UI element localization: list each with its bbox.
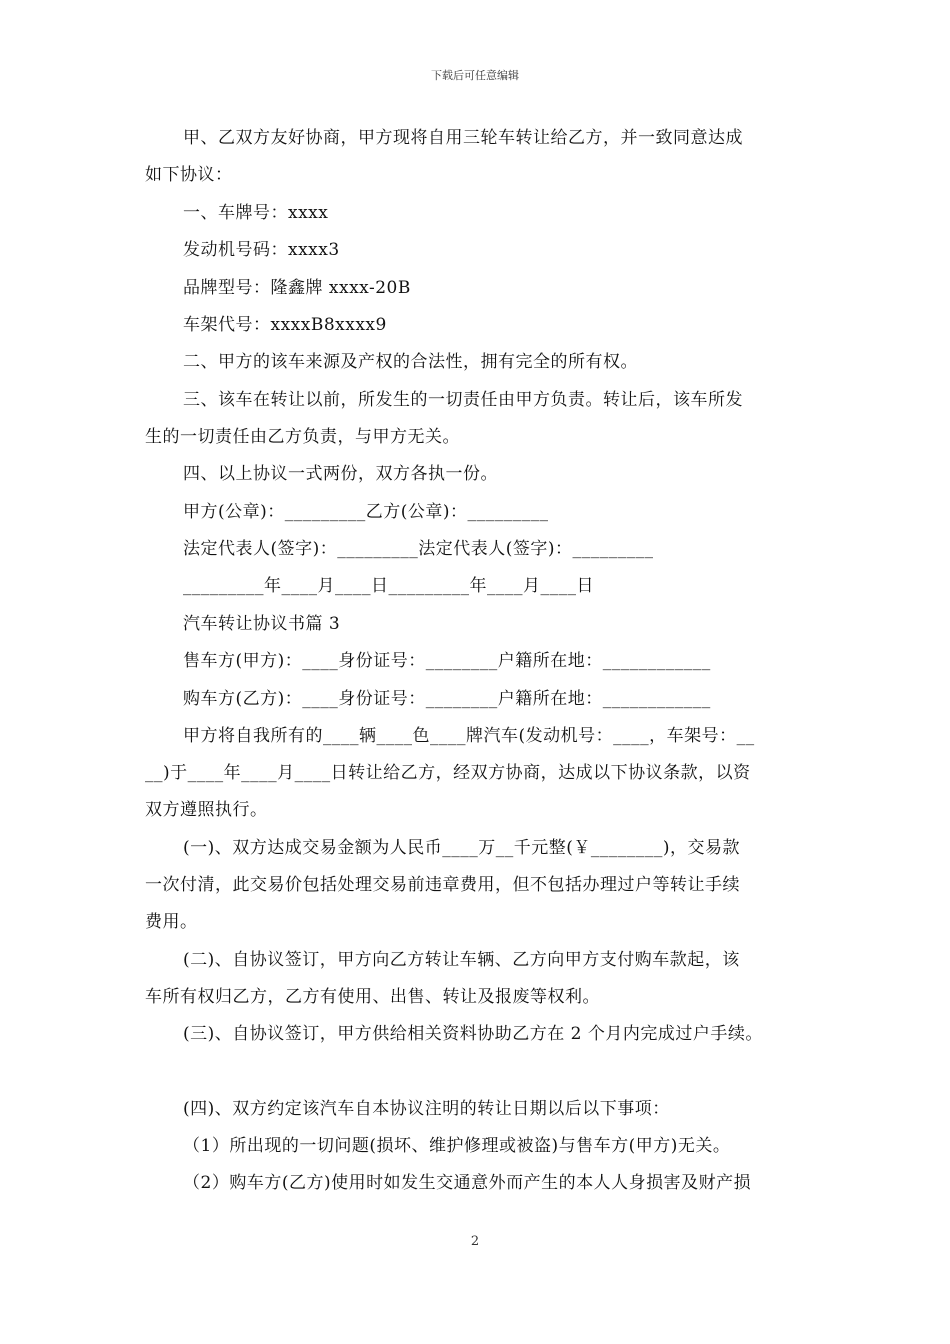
paragraph-line: 品牌型号：隆鑫牌 xxxx-20B — [183, 278, 411, 298]
signature-line: 法定代表人(签字)：_________法定代表人(签字)：_________ — [183, 539, 654, 559]
paragraph-line: 四、以上协议一式两份，双方各执一份。 — [183, 464, 498, 484]
signature-line: 甲方(公章)：_________乙方(公章)：_________ — [183, 502, 549, 522]
paragraph-line: 费用。 — [145, 912, 198, 932]
paragraph-line: 如下协议： — [145, 165, 233, 185]
page-number: 2 — [470, 1234, 480, 1249]
paragraph-line: 售车方(甲方)：____身份证号：________户籍所在地：____________ — [183, 651, 711, 671]
section-title: 汽车转让协议书篇 3 — [183, 614, 341, 634]
paragraph-line: 一次付清，此交易价包括处理交易前违章费用，但不包括办理过户等转让手续 — [145, 875, 740, 895]
paragraph-line: (四)、双方约定该汽车自本协议注明的转让日期以后以下事项： — [183, 1099, 670, 1119]
paragraph-line: 三、该车在转让以前，所发生的一切责任由甲方负责。转让后，该车所发 — [183, 390, 743, 410]
paragraph-line: 生的一切责任由乙方负责，与甲方无关。 — [145, 427, 460, 447]
paragraph-line: 双方遵照执行。 — [145, 800, 268, 820]
paragraph-line: (二)、自协议签订，甲方向乙方转让车辆、乙方向甲方支付购车款起，该 — [183, 950, 740, 970]
paragraph-line: (一)、双方达成交易金额为人民币____万__千元整(￥________)，交易款 — [183, 838, 741, 858]
paragraph-line: 发动机号码：xxxx3 — [183, 240, 340, 260]
paragraph-line: 购车方(乙方)：____身份证号：________户籍所在地：____________ — [183, 689, 711, 709]
paragraph-line: __)于____年____月____日转让给乙方，经双方协商，达成以下协议条款，以资 — [145, 763, 751, 783]
paragraph-line: 车所有权归乙方，乙方有使用、出售、转让及报废等权利。 — [145, 987, 600, 1007]
paragraph-line: 甲方将自我所有的____辆____色____牌汽车(发动机号：____，车架号：__ — [183, 726, 755, 746]
paragraph-line: 甲、乙双方友好协商，甲方现将自用三轮车转让给乙方，并一致同意达成 — [183, 128, 743, 148]
date-line: _________年____月____日_________年____月____日 — [183, 576, 594, 596]
paragraph-line: 二、甲方的该车来源及产权的合法性，拥有完全的所有权。 — [183, 352, 638, 372]
paragraph-line: (三)、自协议签订，甲方供给相关资料协助乙方在 2 个月内完成过户手续。 — [183, 1024, 763, 1044]
paragraph-line: （1）所出现的一切问题(损坏、维护修理或被盗)与售车方(甲方)无关。 — [183, 1136, 731, 1156]
paragraph-line: 一、车牌号：xxxx — [183, 203, 329, 223]
paragraph-line: （2）购车方(乙方)使用时如发生交通意外而产生的本人人身损害及财产损 — [183, 1173, 752, 1193]
paragraph-line: 车架代号：xxxxB8xxxx9 — [183, 315, 387, 335]
page-header: 下载后可任意编辑 — [431, 69, 519, 82]
